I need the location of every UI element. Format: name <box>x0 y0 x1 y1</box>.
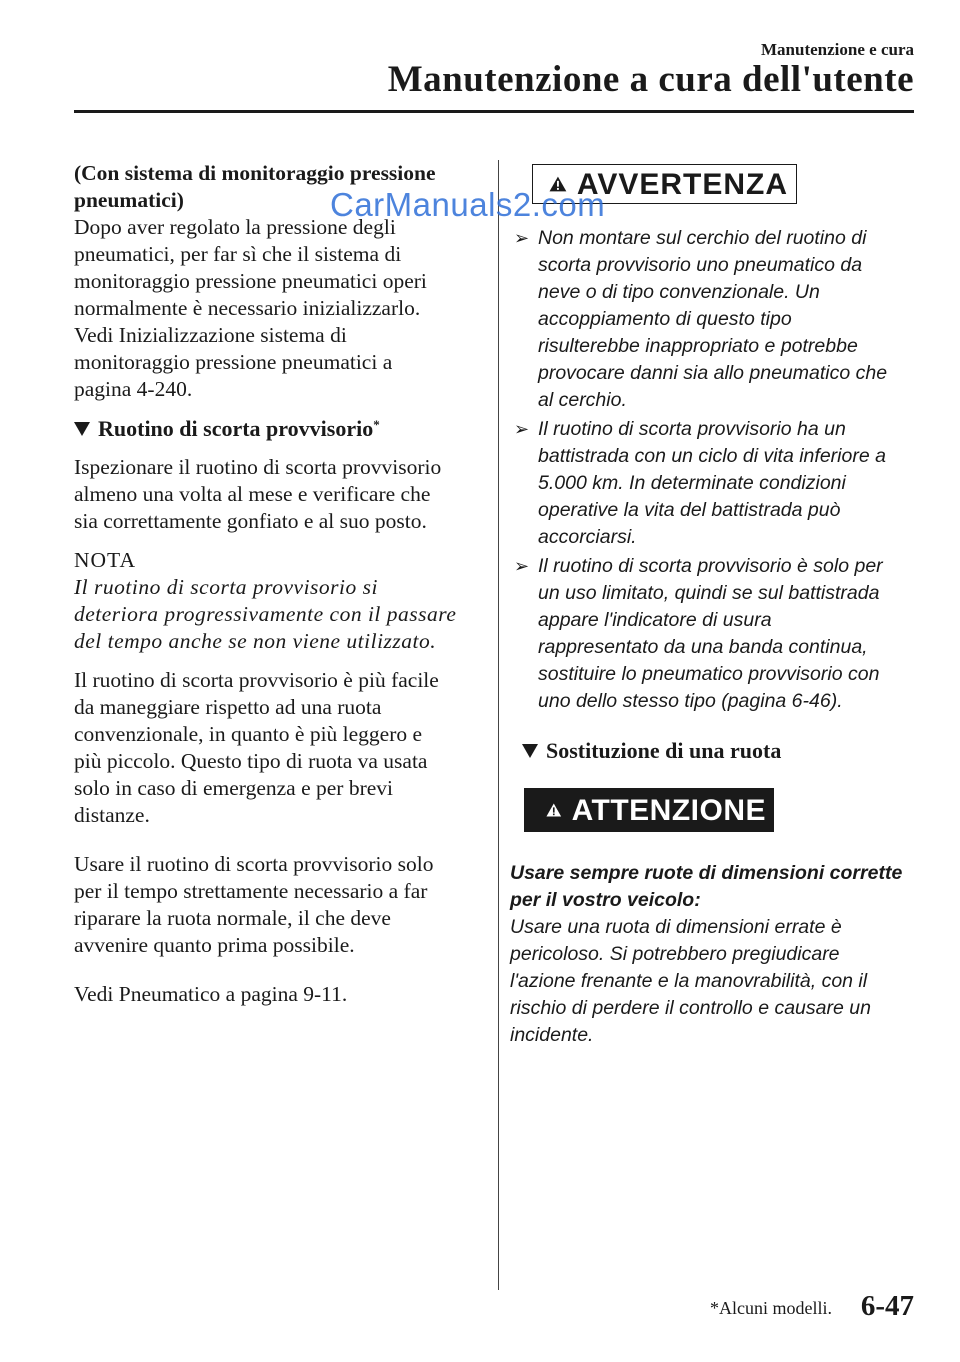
lead-heading-line-1: (Con sistema di monitoraggio pressione <box>74 161 436 185</box>
para4-line: per il tempo strettamente necessario a far <box>74 879 428 903</box>
triangle-down-icon <box>522 744 538 758</box>
para1-line: Dopo aver regolato la pressione degli <box>74 215 396 239</box>
para3-line: Il ruotino di scorta provvisorio è più facile <box>74 668 439 692</box>
caution-label: ATTENZIONE <box>571 793 766 827</box>
watermark-text: CarManuals2.com <box>330 186 606 223</box>
para2-line: almeno una volta al mese e verificare che <box>74 482 431 506</box>
para5-line: Vedi Pneumatico a pagina 9-11. <box>74 982 348 1006</box>
caution-triangle-icon <box>546 794 562 826</box>
heading-text: Ruotino di scorta provvisorio <box>98 416 374 441</box>
nota-line: deteriora progressivamente con il passare <box>74 602 457 626</box>
heading-text: Sostituzione di una ruota <box>546 738 782 763</box>
nota-label: NOTA <box>74 548 136 572</box>
left-column <box>74 160 474 1008</box>
para3-line: da maneggiare rispetto ad una ruota <box>74 695 382 719</box>
para1-line: Vedi Inizializzazione sistema di <box>74 323 347 347</box>
lead-heading-line-2: pneumatici) <box>74 188 184 212</box>
nota-line: del tempo anche se non viene utilizzato. <box>74 629 437 653</box>
caution-body: Usare una ruota di dimensioni errate è pericoloso. Si potrebbero pregiudicare l'azione frenante e la manovrabilità, con il rischio di perdere il controllo e causare un incidente. <box>510 916 871 1046</box>
para1-line: normalmente è necessario inizializzarlo. <box>74 296 421 320</box>
header-rule <box>74 110 914 113</box>
para4-line: riparare la ruota normale, il che deve <box>74 906 391 930</box>
para1-line: monitoraggio pressione pneumatici a <box>74 350 393 374</box>
nota-line: Il ruotino di scorta provvisorio si <box>74 575 378 599</box>
para3-line: più piccolo. Questo tipo di ruota va usata <box>74 749 428 773</box>
right-column <box>510 160 915 1049</box>
para4-line: avvenire quanto prima possibile. <box>74 933 355 957</box>
list-item: ➢ Il ruotino di scorta provvisorio ha un battistrada con un ciclo di vita inferiore a 5.000 km. In determinate condizioni operative la vita del battistrada può accorciarsi. <box>514 418 886 548</box>
list-item: ➢ Non montare sul cerchio del ruotino di scorta provvisorio uno pneumatico da neve o di tipo convenzionale. Un accoppiamento di questo tipo risulterebbe inappropriato e potrebbe provocare danni sia allo pneumatico che al cerchio. <box>514 227 888 411</box>
arrow-bullet-icon: ➢ <box>514 419 530 439</box>
section-heading-wheel-change <box>522 737 915 764</box>
para1-line: pneumatici, per far sì che il sistema di <box>74 242 402 266</box>
triangle-down-icon <box>74 422 90 436</box>
para2-line: Ispezionare il ruotino di scorta provvisorio <box>74 455 442 479</box>
warning-bullets <box>510 225 915 715</box>
page-number: 6-47 <box>860 1290 914 1322</box>
section-heading-spare-tire <box>74 415 474 442</box>
caution-banner <box>524 788 774 832</box>
para3-line: distanze. <box>74 803 150 827</box>
para2-line: sia correttamente gonfiato e al suo posto. <box>74 509 427 533</box>
list-item: ➢ Il ruotino di scorta provvisorio è solo per un uso limitato, quindi se sul battistrada appare l'indicatore di usura rappresentato da una banda continua, sostituire lo pneumatico provvisorio con uno dello stesso tipo (pagina 6-46). <box>514 555 883 712</box>
arrow-bullet-icon: ➢ <box>514 556 530 576</box>
column-divider <box>498 160 499 1290</box>
page-title: Manutenzione a cura dell'utente <box>387 59 914 100</box>
para1-line: pagina 4-240. <box>74 377 193 401</box>
para3-line: convenzionale, in quanto è più leggero e <box>74 722 423 746</box>
arrow-bullet-icon: ➢ <box>514 228 530 248</box>
para1-line: monitoraggio pressione pneumatici operi <box>74 269 427 293</box>
para4-line: Usare il ruotino di scorta provvisorio solo <box>74 852 434 876</box>
caution-heading: Usare sempre ruote di dimensioni corrette per il vostro veicolo: <box>510 862 903 911</box>
header-section: Manutenzione e cura <box>761 40 914 59</box>
para3-line: solo in caso di emergenza e per brevi <box>74 776 393 800</box>
asterisk: * <box>373 417 380 432</box>
warning-label: AVVERTENZA <box>576 167 788 201</box>
footnote: *Alcuni modelli. <box>710 1298 832 1318</box>
